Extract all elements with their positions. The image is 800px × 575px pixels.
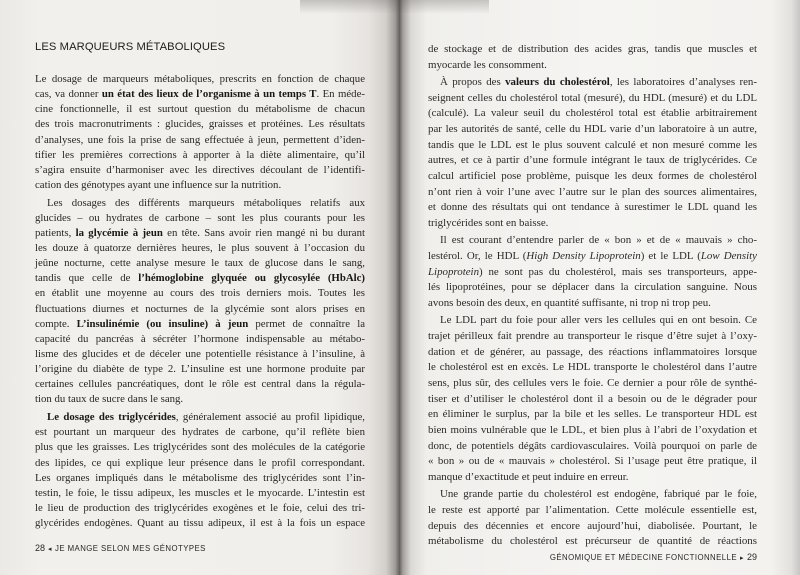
right-page-footer — [550, 551, 757, 564]
text-run: tandis que le LDL est le plus souvent calculé et non mesuré comme les — [428, 138, 757, 151]
text-line — [35, 486, 365, 501]
left-page — [0, 0, 399, 575]
paragraph — [35, 72, 365, 193]
text-run: en établit une moyenne au cours des trois derniers mois. Toutes les — [35, 287, 365, 300]
text-line — [35, 117, 365, 132]
text-run: s’agira ensuite d’harmoniser avec les directives découlant de l’identifi- — [35, 163, 365, 176]
bold-text: l’hémoglobine glyquée ou glycosylée (HbAlc) — [138, 272, 366, 285]
text-run: fluctuations diurnes et nocturnes de la glycémie sont alors prises en — [35, 302, 365, 315]
text-run: Une grande partie du cholestérol est endogène, fabriqué par le foie, — [440, 488, 757, 501]
text-run: plus que les graisses. Les triglycérides sont des molécules de la catégorie — [35, 441, 365, 454]
text-line — [428, 329, 757, 345]
text-line — [35, 148, 365, 163]
text-line — [428, 376, 757, 392]
text-run: le cholestérol est en excès. Le HDL transporte le cholestérol dans l’autre — [428, 361, 757, 374]
text-run: jeûne nocturne, cette analyse mesure le taux de glucose dans le sang, — [35, 257, 365, 270]
paragraph — [35, 196, 365, 408]
text-line — [428, 470, 757, 486]
text-line — [428, 153, 757, 169]
text-line — [428, 200, 757, 216]
text-run: manque d’exactitude et peut induire en erreur. — [428, 471, 629, 484]
paragraph — [428, 487, 757, 550]
bold-text: valeurs du cholestérol — [505, 75, 610, 88]
text-line — [428, 503, 757, 519]
text-run: À propos des — [440, 75, 506, 88]
text-run: avons besoin des deux, en quantité suffisante, ni trop ni trop peu. — [428, 297, 711, 309]
bold-text: la glycémie à jeun — [75, 226, 163, 239]
text-line — [428, 138, 757, 154]
text-line — [35, 133, 365, 148]
text-line — [35, 471, 365, 486]
left-page-footer — [35, 542, 206, 555]
text-run: glucides – ou hydrates de carbone – sont les plus courants pour les — [35, 211, 365, 224]
text-run: par les autorités de santé, celle du HDL varie d’un laboratoire à un autre, — [428, 122, 757, 135]
text-line — [428, 233, 757, 249]
text-line — [428, 75, 757, 91]
text-line — [35, 456, 365, 471]
text-line — [428, 185, 757, 201]
text-line — [428, 345, 757, 361]
text-run: glycérides endogènes. Quant au tissu adipeux, il est à la fois un espace — [35, 517, 365, 530]
text-run: Il est courant d’entendre parler de « bon » et de « mauvais » cho- — [440, 234, 757, 247]
text-line — [35, 256, 365, 271]
text-line — [35, 178, 365, 193]
text-line — [428, 106, 757, 122]
text-line — [35, 317, 365, 332]
text-line — [428, 454, 757, 470]
text-line — [428, 313, 757, 329]
text-line — [35, 392, 365, 407]
text-line — [428, 519, 757, 535]
text-line — [428, 265, 757, 281]
text-run: (calculé). La valeur seuil du cholestérol total est établie arbitrairement — [428, 107, 757, 120]
paragraph — [428, 313, 757, 486]
text-line — [35, 302, 365, 317]
text-run: lés lipoprotéines, pour se déplacer dans la circulation sanguine. Nous — [428, 281, 757, 294]
text-line — [428, 534, 757, 550]
text-run: dation et de générer, au passage, des réactions inflammatoires lorsque — [428, 345, 757, 358]
text-line — [35, 377, 365, 392]
text-line — [428, 392, 757, 408]
text-line — [35, 226, 365, 241]
paragraph — [35, 410, 365, 531]
text-run: tion du taux de sucre dans le sang. — [35, 393, 184, 406]
text-run: d’analyses, une fois la prise de sang effectuée à jeun, permettent d’iden- — [35, 133, 365, 146]
triangle-right-icon: ▸ — [740, 554, 744, 562]
gutter-shadow — [399, 0, 489, 14]
text-run: compte. — [35, 317, 77, 330]
running-title: JE MANGE SELON MES GÉNOTYPES — [54, 544, 206, 553]
text-line — [428, 216, 757, 232]
text-run: est pourtant un marqueur des hydrates de carbone, qu’il reflète bien — [35, 426, 365, 439]
text-line — [428, 280, 757, 296]
bold-text: un état des lieux de l’organisme à un temps T — [101, 88, 317, 101]
right-page-body-text — [428, 42, 757, 550]
text-line — [35, 516, 365, 531]
text-run: tandis que celle de — [35, 272, 139, 285]
running-title: GÉNOMIQUE ET MÉDECINE FONCTIONNELLE — [549, 553, 738, 562]
text-run: testin, le foie, le tissu adipeux, les muscles et le myocarde. L’intestin est — [35, 486, 365, 499]
text-run: le reste est apporté par l’alimentation. Cette molécule essentielle est, — [428, 503, 757, 516]
text-line — [428, 58, 757, 74]
text-run: en tête. Sans avoir rien mangé ni bu durant — [162, 226, 365, 239]
text-run: et donne des résultats qui ont tendance à surestimer le LDL quand les — [428, 201, 757, 214]
text-run: capacité du pancréas à sécréter l’hormone indispensable au métabo- — [35, 332, 365, 345]
text-line — [428, 439, 757, 455]
text-run: myocarde les consomment. — [428, 58, 547, 71]
text-run: seignent celles du cholestérol total (mesuré), du HDL (mesuré) et du LDL — [428, 91, 757, 104]
text-run: Les dosages des différents marqueurs métaboliques relatifs aux — [47, 196, 365, 209]
text-line — [428, 487, 757, 503]
italic-text: Lipoprotein — [428, 265, 480, 278]
section-heading: LES MARQUEURS MÉTABOLIQUES — [35, 41, 226, 53]
text-line — [35, 347, 365, 362]
italic-text: Low Density — [700, 249, 757, 262]
text-line — [428, 360, 757, 376]
text-run: trajet périlleux fait prendre au transporteur le risque d’être sujet à l’oxy- — [428, 329, 757, 342]
text-line — [428, 296, 757, 312]
text-run: , généralement associé au profil lipidique, — [175, 411, 365, 424]
text-run: bien moins vulnérable que le LDL, et bien plus à l’abri de l’oxydation et — [428, 424, 757, 436]
text-run: le lieu de production des triglycérides exogènes et le foie, celui des tri- — [35, 501, 365, 514]
paragraph — [428, 42, 757, 73]
text-run: donc, de potentiels dégâts cardiovasculaires. Voilà pourquoi on parle de — [428, 439, 757, 452]
text-run: cas, va donner — [35, 88, 102, 101]
text-line — [35, 241, 365, 256]
text-line — [35, 196, 365, 211]
text-run: lestérol. Or, le HDL ( — [428, 249, 527, 262]
text-run: Les organes impliqués dans le métabolisme des triglycérides sont l’in- — [35, 471, 365, 484]
text-line — [35, 440, 365, 455]
text-line — [428, 169, 757, 185]
text-line — [428, 249, 757, 265]
text-run: des lipides, ce qui explique leur présence dans le profil correspondant. — [35, 456, 365, 469]
text-line — [35, 332, 365, 347]
text-run: , les laboratoires d’analyses ren- — [609, 75, 757, 88]
text-line — [35, 102, 365, 117]
text-run: cine fonctionnelle, il est surtout question du métabolisme de chacun — [35, 103, 365, 116]
page-number: 29 — [746, 552, 757, 562]
text-run: les douze à quatorze dernières heures, le plus souvent à l’occasion du — [35, 242, 365, 255]
text-run: ) ne sont pas du cholestérol, mais ses transporteurs, appe- — [479, 265, 757, 278]
gutter-shadow — [300, 0, 399, 14]
text-run: . En méde- — [316, 88, 365, 101]
text-run: l’origine du diabète de type 2. L’insuline est une hormone produite par — [35, 363, 365, 376]
bold-text: Le dosage des triglycérides — [47, 411, 176, 424]
text-run: Le LDL part du foie pour aller vers les cellules qui en ont besoin. Ce — [440, 314, 757, 327]
text-run: triglycérides sont en baisse. — [428, 217, 549, 230]
text-run: ) et le LDL ( — [640, 249, 701, 262]
text-line — [35, 501, 365, 516]
text-line — [428, 122, 757, 138]
text-line — [35, 425, 365, 440]
page-number: 28 — [35, 543, 46, 553]
text-run: calcul artificiel pose problème, puisque les deux formes de cholestérol — [428, 170, 757, 182]
text-run: depuis des décennies et encore aujourd’hui, diabolisée. Pourtant, le — [428, 519, 757, 532]
left-page-body-text — [35, 72, 365, 531]
paragraph — [428, 233, 757, 311]
text-line — [35, 286, 365, 301]
text-run: n’ont rien à voir l’une avec l’autre sur le plan des sources alimentaires, — [428, 185, 757, 198]
text-run: « bon » ou de « mauvais » cholestérol. Si l’usage peut être pratique, il — [428, 455, 757, 468]
text-run: des trois macronutriments : glucides, graisses et protéines. Les résultats — [35, 118, 365, 131]
text-line — [35, 163, 365, 178]
bold-text: L’insulinémie (ou insuline) à jeun — [76, 317, 249, 330]
text-run: permet de connaître la — [248, 317, 365, 330]
text-run: autres, et ce à partir d’une formule intégrant le taux de triglycérides. Ce — [428, 154, 757, 167]
triangle-left-icon: ◂ — [48, 545, 52, 553]
text-line — [35, 72, 365, 87]
text-line — [35, 271, 365, 286]
text-line — [428, 423, 757, 439]
text-run: patients, — [35, 226, 76, 239]
text-line — [35, 87, 365, 102]
text-run: sens, plus sûr, des cellules vers le foie. Ce dernier a pour rôle de synthé- — [428, 376, 757, 389]
text-line — [428, 407, 757, 423]
text-line — [35, 211, 365, 226]
text-run: lisme des glucides et de déceler une potentielle résistance à l’insuline, à — [35, 348, 365, 361]
text-run: Le dosage de marqueurs métaboliques, prescrits en fonction de chaque — [35, 73, 365, 85]
italic-text: High Density Lipoprotein — [526, 249, 641, 262]
paragraph — [428, 75, 757, 232]
text-line — [35, 410, 365, 425]
text-run: cation des génotypes ayant une influence sur la nutrition. — [35, 178, 282, 191]
text-line — [428, 91, 757, 107]
text-run: métabolisme du cholestérol est précurseur de quantité de réactions — [428, 535, 757, 548]
text-line — [428, 42, 757, 58]
text-run: de stockage et de distribution des acides gras, tandis que muscles et — [428, 43, 757, 55]
text-line — [35, 362, 365, 377]
text-run: tifier les premières corrections à apporter à la diète alimentaire, qu’il — [35, 148, 365, 161]
text-run: certaines cellules pancréatiques, dont le rôle est central dans la régula- — [35, 378, 365, 391]
text-run: tiser et d’utiliser le cholestérol dont il a besoin ou de le dégrader pour — [428, 392, 757, 405]
text-run: en éliminer le surplus, par la bile et les selles. Le transporteur HDL est — [428, 408, 757, 421]
right-page — [399, 0, 800, 575]
